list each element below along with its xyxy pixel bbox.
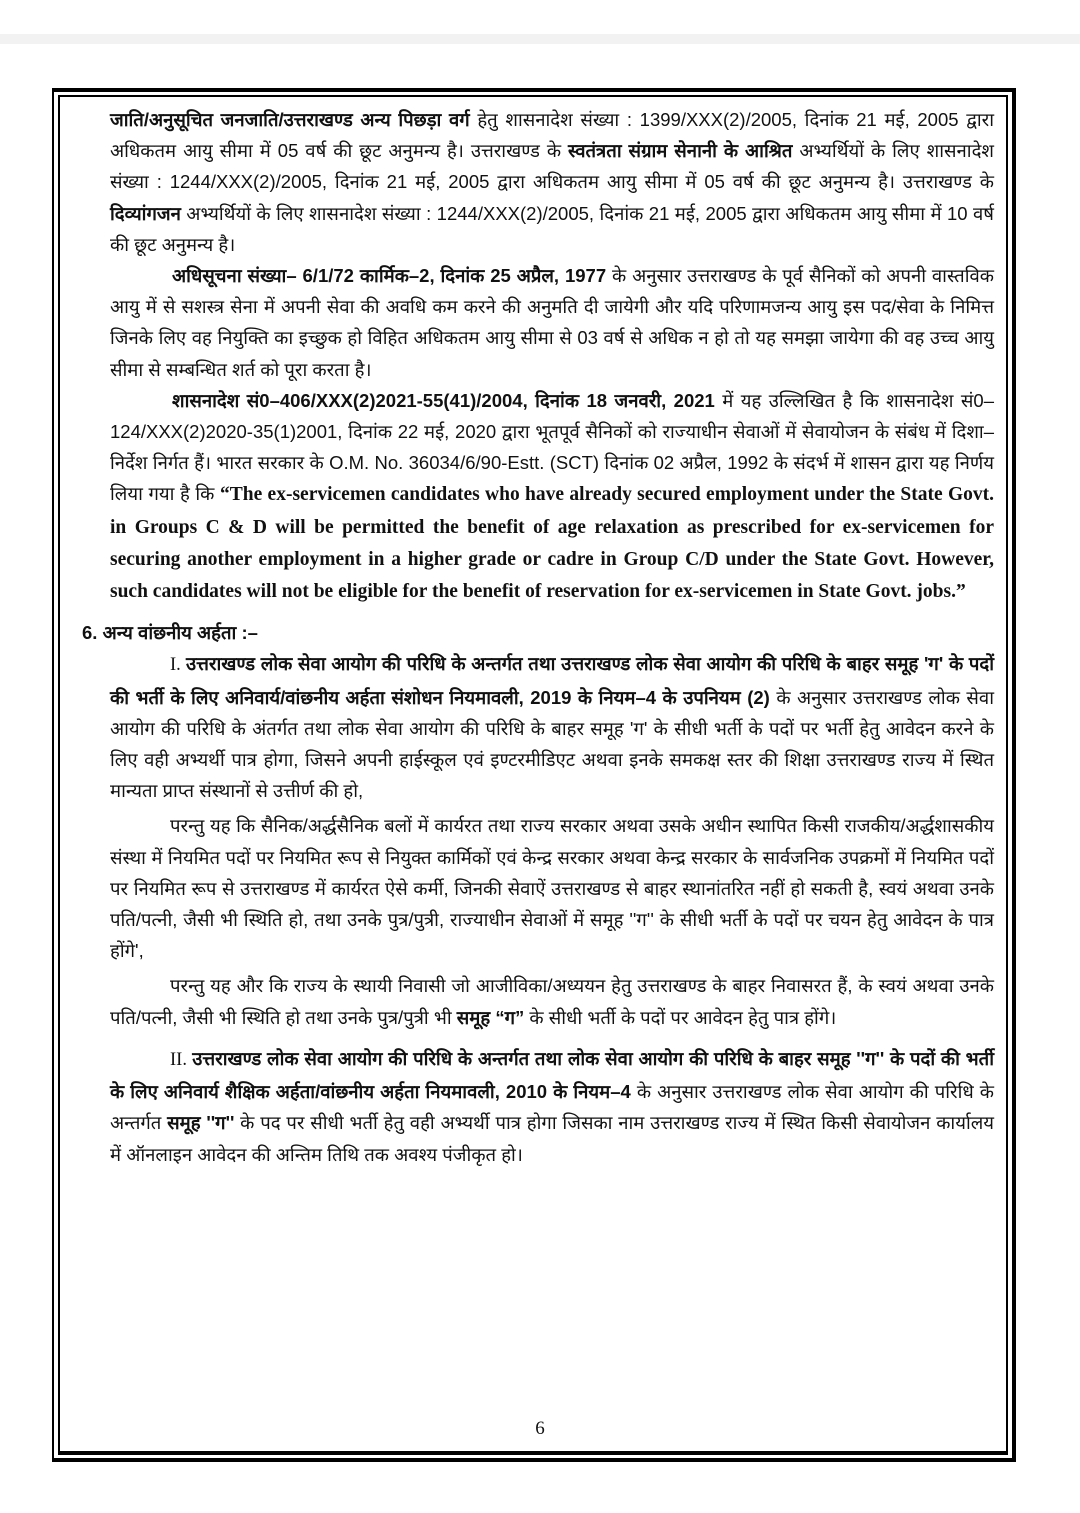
viewer-top-bar: [0, 0, 1080, 36]
paragraph-notification-1977: [110, 260, 994, 385]
proviso-2-text-end: के सीधी भर्ती के पदों पर आवेदन हेतु पात्र होंगे।: [524, 1006, 837, 1028]
bold-group-c: समूह “ग”: [456, 1006, 525, 1028]
para1-text-1: हेतु शासनादेश संख्या : 1399/XXX(2)/2005, दिनांक 21 मई, 2005 द्वारा अधिकतम आयु सीमा में 05 वर्ष की छूट अनुमन्य है। उत्तराखण्ड के: [110, 109, 994, 162]
item-i-bold-rule: उत्तराखण्ड लोक सेवा आयोग की परिधि के अन्तर्गत तथा उत्तराखण्ड लोक सेवा आयोग की परिधि के बाहर समूह 'ग' के पदों की भर्ती के लिए अनिवार्य/वांछनीय अर्हता संशोधन नियमावली, 2019 के नियम–4 के उपनियम (2): [110, 653, 994, 708]
bold-freedom-fighter-dependents: स्वतंत्रता संग्राम सेनानी के आश्रित: [568, 140, 793, 162]
item-ii-bold-rule: उत्तराखण्ड लोक सेवा आयोग की परिधि के अन्तर्गत तथा लोक सेवा आयोग की परिधि के बाहर समूह ''ग'' के पदों की भर्ती के लिए अनिवार्य शैक्षिक अर्हता/वांछनीय अर्हता नियमावली, 2010 के नियम–4: [110, 1047, 995, 1103]
section-6-heading: 6. अन्य वांछनीय अर्हता :–: [82, 622, 258, 644]
proviso-2: [110, 970, 994, 1032]
viewer-divider: [0, 34, 1080, 44]
para2-text: के अनुसार उत्तराखण्ड के पूर्व सैनिकों को अपनी वास्तविक आयु में से सशस्त्र सेना में अपनी सेवा की अवधि कम करने की अनुमति दी जायेगी और यदि परिणामजन्य आयु इस पद/सेवा के निमित्त जिनके लिए वह नियुक्ति का इच्छुक हो विहित अधिकतम आयु सीमा से 03 वर्ष से अधिक न हो तो यह समझा जायेगा की वह उच्च आयु सीमा से सम्बन्धित शर्त को पूरा करता है।: [110, 265, 994, 380]
page-number: 6: [535, 1418, 545, 1439]
bold-group-c-2: समूह ''ग'': [167, 1112, 235, 1134]
item-ii: [110, 1043, 994, 1170]
paragraph-government-order-2021: [110, 385, 994, 607]
proviso-2-text: परन्तु यह और कि राज्य के स्थायी निवासी जो आजीविका/अध्ययन हेतु उत्तराखण्ड के बाहर निवासरत हैं, के स्वयं अथवा उनके पति/पत्नी, जैसी भी स्थिति हो तथा उनके पुत्र/पुत्री भी: [110, 975, 994, 1028]
bold-notification-ref: अधिसूचना संख्या– 6/1/72 कार्मिक–2, दिनांक 25 अप्रैल, 1977: [172, 265, 607, 287]
english-quote-ex-servicemen: “The ex-servicemen candidates who have already secured employment under the State Govt. in Groups C & D will be permitted the benefit of age relaxation as prescribed for ex-servicemen for securing another employment in a higher grade or cadre in Group C/D under the State Govt. However, such candidates will not be eligible for the benefit of reservation for ex-servicemen in State Govt. jobs.”: [110, 484, 994, 603]
bold-government-order-ref: शासनादेश सं0–406/XXX(2)2021-55(41)/2004, दिनांक 18 जनवरी, 2021: [172, 389, 715, 411]
item-i: [110, 648, 994, 806]
roman-numeral-i: I.: [170, 655, 186, 676]
proviso-1: परन्तु यह कि सैनिक/अर्द्धसैनिक बलों में कार्यरत तथा राज्य सरकार अथवा उसके अधीन स्थापित किसी राजकीय/अर्द्धशासकीय संस्था में नियमित पदों पर नियमित रूप से नियुक्त कार्मिकों एवं केन्द्र सरकार अथवा केन्द्र सरकार के सार्वजनिक उपक्रमों में नियमित पदों पर नियमित रूप से उत्तराखण्ड में कार्यरत ऐसे कर्मी, जिनकी सेवाऐं उत्तराखण्ड से बाहर स्थानांतरित नहीं हो सकती है, स्वयं अथवा उनके पति/पत्नी, जैसी भी स्थिति हो, तथा उनके पुत्र/पुत्री, राज्याधीन सेवाओं में समूह ''ग'' के सीधी भर्ती के पदों पर चयन हेतु आवेदन के पात्र होंगे',: [110, 815, 994, 962]
bold-categories: जाति/अनुसूचित जनजाति/उत्तराखण्ड अन्य पिछड़ा वर्ग: [110, 109, 470, 130]
paragraph-age-relaxation-categories: [110, 104, 994, 260]
bold-divyangjan: दिव्यांगजन: [110, 202, 181, 224]
para1-text-3: अभ्यर्थियों के लिए शासनादेश संख्या : 1244/XXX(2)/2005, दिनांक 21 मई, 2005 द्वारा अधिकतम आयु सीमा में 10 वर्ष की छूट अनुमन्य है।: [110, 202, 994, 255]
para1-text-2: अभ्यर्थियों के लिए शासनादेश संख्या : 1244/XXX(2)/2005, दिनांक 21 मई, 2005 द्वारा अधिकतम आयु सीमा में 05 वर्ष की छूट अनुमन्य है। उत्तराखण्ड के: [110, 140, 995, 193]
item-ii-text-2: के पद पर सीधी भर्ती हेतु वही अभ्यर्थी पात्र होगा जिसका नाम उत्तराखण्ड राज्य में स्थित किसी सेवायोजन कार्यालय में ऑनलाइन आवेदन की अन्तिम तिथि तक अवश्य पंजीकृत हो।: [110, 1112, 995, 1165]
roman-numeral-ii: II.: [170, 1049, 193, 1070]
item-ii-text-1: के अनुसार उत्तराखण्ड लोक सेवा आयोग की परिधि के अन्तर्गत: [110, 1081, 994, 1134]
item-i-text: के अनुसार उत्तराखण्ड लोक सेवा आयोग की परिधि के अंतर्गत तथा लोक सेवा आयोग की परिधि के बाहर समूह 'ग' के सीधी भर्ती के पदों पर भर्ती हेतु आवेदन करने के लिए वही अभ्यर्थी पात्र होगा, जिसने अपनी हाईस्कूल एवं इण्टरमीडिएट अथवा इनके समकक्ष स्तर की शिक्षा उत्तराखण्ड राज्य में स्थित मान्यता प्राप्त संस्थानों से उत्तीर्ण की हो,: [110, 686, 994, 802]
para3-text: में यह उल्लिखित है कि शासनादेश सं0–124/XXX(2)2020-35(1)2001, दिनांक 22 मई, 2020 द्वारा भूतपूर्व सैनिकों को राज्याधीन सेवाओं में सेवायोजन के संबंध में दिशा–निर्देश निर्गत हैं। भारत सरकार के O.M. No. 36034/6/90-Estt. (SCT) दिनांक 02 अप्रैल, 1992 के संदर्भ में शासन द्वारा यह निर्णय लिया गया है कि: [110, 389, 994, 505]
document-body: [82, 104, 995, 1170]
